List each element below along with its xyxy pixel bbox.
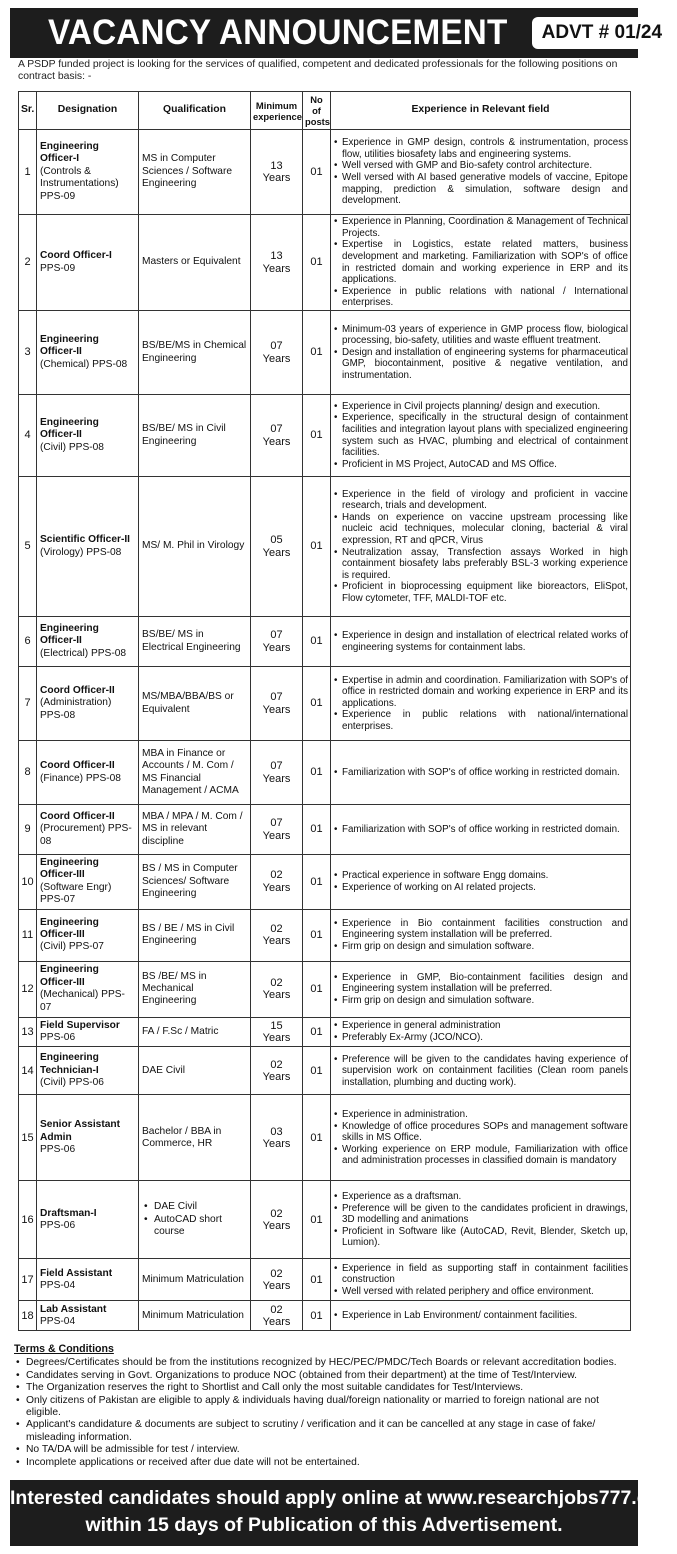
row-designation (37, 1017, 139, 1047)
experience-years-value: 02 (270, 976, 283, 989)
row-designation (37, 215, 139, 311)
experience-item: • Neutralization assay, Transfection assays Worked in high containment biosafety labs preferably BSL-3 working experience is required. (334, 547, 628, 582)
designation-scale: PPS-04 (40, 1279, 76, 1291)
experience-item: • Experience of working on AI related projects. (334, 882, 628, 894)
row-min-experience (251, 1017, 303, 1047)
designation-scale: (Chemical) PPS-08 (40, 358, 128, 370)
experience-item: • Preference will be given to the candidates proficient in drawings, 3D modelling and animations (334, 1203, 628, 1226)
experience-item: • Experience in Bio containment facilities construction and Engineering system installation will be preferred. (334, 918, 628, 941)
designation-scale: (Civil) PPS-07 (40, 941, 104, 953)
designation-scale: PPS-09 (40, 262, 76, 274)
table-row (19, 395, 631, 477)
experience-years-unit: Years (262, 935, 291, 948)
experience-years-unit: Years (262, 829, 291, 842)
terms-item: • Candidates serving in Govt. Organizations to produce NOC (obtained from their department) at the time of Test/Interview. (14, 1370, 634, 1382)
designation-title: Coord Officer-II (40, 760, 115, 772)
designation-title: Engineering Technician-I (40, 1052, 99, 1076)
designation-scale: PPS-06 (40, 1032, 76, 1044)
row-designation (37, 855, 139, 910)
table-row (19, 667, 631, 741)
experience-years-value: 07 (270, 691, 283, 704)
experience-years-unit: Years (262, 703, 291, 716)
terms-item: • Incomplete applications or received after due date will not be entertained. (14, 1457, 634, 1469)
row-experience-field (331, 961, 631, 1017)
row-designation (37, 1095, 139, 1181)
experience-years-unit: Years (262, 1032, 291, 1045)
experience-item: • Familiarization with SOP's of office working in restricted domain. (334, 824, 628, 836)
designation-title: Senior Assistant Admin (40, 1119, 121, 1143)
row-serial: 8 (19, 741, 37, 805)
row-experience-field (331, 1095, 631, 1181)
designation-title: Engineering Officer-I (40, 140, 99, 165)
row-serial: 16 (19, 1181, 37, 1259)
row-qualification (139, 1181, 251, 1259)
row-experience-field (331, 667, 631, 741)
row-posts: 01 (303, 215, 331, 311)
designation-scale: (Virology) PPS-08 (40, 546, 122, 558)
experience-years-value: 13 (270, 250, 283, 263)
row-designation (37, 805, 139, 855)
header-qualification: Qualification (139, 92, 251, 130)
row-posts: 01 (303, 667, 331, 741)
row-serial: 1 (19, 130, 37, 215)
designation-title: Engineering Officer-II (40, 416, 99, 441)
designation-scale: (Mechanical) PPS-07 (40, 989, 125, 1013)
row-experience-field (331, 477, 631, 617)
row-qualification: BS /BE/ MS in Mechanical Engineering (139, 961, 251, 1017)
experience-years-value: 13 (270, 159, 283, 172)
row-serial: 4 (19, 395, 37, 477)
row-serial: 15 (19, 1095, 37, 1181)
row-serial: 5 (19, 477, 37, 617)
header-banner (10, 8, 663, 58)
row-posts: 01 (303, 1017, 331, 1047)
designation-scale: (Controls & Instrumentations) PPS-09 (40, 165, 119, 202)
row-qualification: DAE Civil (139, 1047, 251, 1095)
footer-banner (10, 1480, 677, 1546)
row-experience-field (331, 855, 631, 910)
experience-years-value: 02 (270, 922, 283, 935)
experience-item: • Proficient in Software like (AutoCAD, Revit, Blender, Sketch up, Lumion). (334, 1226, 628, 1249)
experience-item: • Experience in Civil projects planning/ design and execution. (334, 401, 628, 413)
row-designation (37, 130, 139, 215)
row-posts: 01 (303, 311, 331, 395)
designation-scale: (Procurement) PPS-08 (40, 823, 132, 847)
terms-item: • No TA/DA will be admissible for test / interview. (14, 1444, 634, 1456)
experience-item: • Experience in design and installation of electrical related works of engineering systems for containment labs. (334, 630, 628, 653)
terms-item: • Only citizens of Pakistan are eligible to apply & individuals having dual/foreign nationality or married to foreign national are not eligible. (14, 1395, 634, 1420)
experience-item: • Firm grip on design and simulation software. (334, 995, 628, 1007)
row-experience-field (331, 805, 631, 855)
designation-title: Engineering Officer-III (40, 857, 99, 881)
row-qualification: Bachelor / BBA in Commerce, HR (139, 1095, 251, 1181)
vacancy-table (18, 91, 631, 1331)
table-header-row (19, 92, 631, 130)
row-designation (37, 311, 139, 395)
row-experience-field (331, 1181, 631, 1259)
experience-years-unit: Years (262, 1315, 291, 1328)
designation-scale: PPS-06 (40, 1144, 76, 1156)
table-row (19, 961, 631, 1017)
row-min-experience (251, 395, 303, 477)
designation-title: Coord Officer-I (40, 250, 112, 262)
intro-text: A PSDP funded project is looking for the services of qualified, competent and dedicated professionals for the following positions on contract basis: - (18, 59, 618, 82)
row-posts: 01 (303, 1095, 331, 1181)
experience-years-value: 02 (270, 1058, 283, 1071)
row-posts: 01 (303, 1047, 331, 1095)
designation-title: Coord Officer-II (40, 810, 115, 822)
designation-scale: PPS-06 (40, 1219, 76, 1231)
row-min-experience (251, 477, 303, 617)
experience-years-unit: Years (262, 1070, 291, 1083)
row-qualification: BS/BE/MS in Chemical Engineering (139, 311, 251, 395)
row-serial: 6 (19, 617, 37, 667)
designation-scale: (Civil) PPS-08 (40, 441, 104, 453)
table-row (19, 311, 631, 395)
row-experience-field (331, 909, 631, 961)
designation-title: Engineering Officer-III (40, 916, 99, 940)
row-min-experience (251, 1259, 303, 1301)
designation-title: Draftsman-I (40, 1207, 97, 1219)
row-min-experience (251, 961, 303, 1017)
experience-years-value: 07 (270, 629, 283, 642)
experience-years-value: 07 (270, 340, 283, 353)
row-qualification: MBA / MPA / M. Com / MS in relevant discipline (139, 805, 251, 855)
experience-years-value: 05 (270, 534, 283, 547)
experience-item: • Experience in GMP, Bio-containment facilities design and Engineering system installation will be preferred. (334, 972, 628, 995)
table-row (19, 741, 631, 805)
designation-scale: (Electrical) PPS-08 (40, 647, 127, 659)
experience-item: • Expertise in Logistics, estate related matters, business development and marketing. Familiarization with SOP's of office in restricted domain and working experience in ERP and its applications. (334, 239, 628, 285)
row-posts: 01 (303, 1259, 331, 1301)
table-row (19, 215, 631, 311)
row-designation (37, 617, 139, 667)
table-row (19, 805, 631, 855)
experience-item: • Experience in GMP design, controls & instrumentation, process flow, utilities biosafety labs and engineering systems. (334, 137, 628, 160)
experience-years-unit: Years (262, 1219, 291, 1232)
row-min-experience (251, 1181, 303, 1259)
row-qualification: FA / F.Sc / Matric (139, 1017, 251, 1047)
experience-item: • Well versed with related periphery and office environment. (334, 1286, 628, 1298)
row-min-experience (251, 805, 303, 855)
row-posts: 01 (303, 961, 331, 1017)
experience-item: • Experience, specifically in the structural design of containment facilities and integration layout plans with specialized engineering system such as HVAC, plumbing and electrical of containment facilities. (334, 412, 628, 458)
row-qualification: MS/ M. Phil in Virology (139, 477, 251, 617)
row-posts: 01 (303, 617, 331, 667)
row-designation (37, 961, 139, 1017)
experience-item: • Experience in Planning, Coordination & Management of Technical Projects. (334, 216, 628, 239)
row-experience-field (331, 395, 631, 477)
row-qualification: BS / BE / MS in Civil Engineering (139, 909, 251, 961)
experience-item: • Experience in field as supporting staff in containment facilities construction (334, 1263, 628, 1286)
row-designation (37, 667, 139, 741)
row-qualification: MS in Computer Sciences / Software Engineering (139, 130, 251, 215)
row-experience-field (331, 1301, 631, 1331)
row-experience-field (331, 1017, 631, 1047)
row-experience-field (331, 1047, 631, 1095)
row-qualification: Minimum Matriculation (139, 1301, 251, 1331)
row-min-experience (251, 130, 303, 215)
table-row (19, 1017, 631, 1047)
row-posts: 01 (303, 130, 331, 215)
experience-item: • Experience in Lab Environment/ containment facilities. (334, 1310, 628, 1322)
experience-item: • Minimum-03 years of experience in GMP process flow, biological processing, bio-safety, utilities and waste effluent treatment. (334, 324, 628, 347)
footer-line-apply: Interested candidates should apply online at www.researchjobs777.com (10, 1487, 677, 1509)
table-row (19, 1301, 631, 1331)
experience-years-value: 02 (270, 1267, 283, 1280)
header-posts: No of posts (303, 92, 331, 130)
table-row (19, 1047, 631, 1095)
experience-item: • Well versed with GMP and Bio-safety control architecture. (334, 160, 628, 172)
experience-item: • Familiarization with SOP's of office working in restricted domain. (334, 767, 628, 779)
experience-item: • Preferably Ex-Army (JCO/NCO). (334, 1032, 628, 1044)
advt-number-badge: ADVT # 01/24 (532, 17, 672, 49)
row-serial: 18 (19, 1301, 37, 1331)
designation-scale: PPS-04 (40, 1315, 76, 1327)
experience-years-unit: Years (262, 352, 291, 365)
experience-item: • Working experience on ERP module, Familiarization with office and administration processes in classified domain is mandatory (334, 1144, 628, 1167)
row-min-experience (251, 215, 303, 311)
row-designation (37, 1301, 139, 1331)
experience-item: • Knowledge of office procedures SOPs and management software skills in MS Office. (334, 1121, 628, 1144)
row-min-experience (251, 741, 303, 805)
row-serial: 2 (19, 215, 37, 311)
row-posts: 01 (303, 477, 331, 617)
row-min-experience (251, 1301, 303, 1331)
designation-scale: (Finance) PPS-08 (40, 772, 121, 784)
row-posts: 01 (303, 741, 331, 805)
experience-item: • Expertise in admin and coordination. Familiarization with SOP's of office in restricted domain and working experience in ERP and its applications. (334, 675, 628, 710)
terms-list (14, 1357, 634, 1469)
terms-item: • Applicant's candidature & documents are subject to scrutiny / verification and it can be cancelled at any stage in case of fake/ misleading information. (14, 1419, 634, 1444)
terms-item: • Degrees/Certificates should be from the institutions recognized by HEC/PEC/PMDC/Tech Boards or relevant accreditation bodies. (14, 1357, 634, 1369)
row-posts: 01 (303, 909, 331, 961)
row-posts: 01 (303, 805, 331, 855)
row-designation (37, 395, 139, 477)
experience-years-unit: Years (262, 262, 291, 275)
row-min-experience (251, 311, 303, 395)
experience-years-unit: Years (262, 435, 291, 448)
experience-years-value: 07 (270, 423, 283, 436)
qualification-item: • DAE Civil (142, 1201, 247, 1213)
row-qualification: MBA in Finance or Accounts / M. Com / MS Financial Management / ACMA (139, 741, 251, 805)
terms-heading: Terms & Conditions (14, 1343, 114, 1355)
row-posts: 01 (303, 1301, 331, 1331)
experience-item: • Firm grip on design and simulation software. (334, 941, 628, 953)
experience-item: • Proficient in MS Project, AutoCAD and MS Office. (334, 459, 628, 471)
header-designation: Designation (37, 92, 139, 130)
qualification-item: • AutoCAD short course (142, 1214, 247, 1239)
row-serial: 3 (19, 311, 37, 395)
experience-years-value: 07 (270, 760, 283, 773)
row-min-experience (251, 1047, 303, 1095)
row-serial: 13 (19, 1017, 37, 1047)
designation-title: Lab Assistant (40, 1303, 107, 1315)
row-designation (37, 909, 139, 961)
table-row (19, 477, 631, 617)
row-experience-field (331, 130, 631, 215)
experience-item: • Experience as a draftsman. (334, 1191, 628, 1203)
row-designation (37, 477, 139, 617)
header-sr: Sr. (19, 92, 37, 130)
table-row (19, 1095, 631, 1181)
designation-scale: (Civil) PPS-06 (40, 1077, 104, 1089)
experience-years-value: 02 (270, 1303, 283, 1316)
designation-title: Engineering Officer-II (40, 333, 99, 358)
experience-years-unit: Years (262, 172, 291, 184)
row-min-experience (251, 909, 303, 961)
experience-years-value: 02 (270, 1207, 283, 1220)
header-min-experience: Minimum experience (251, 92, 303, 130)
experience-years-unit: Years (262, 989, 291, 1002)
experience-item: • Experience in general administration (334, 1020, 628, 1032)
row-designation (37, 1047, 139, 1095)
designation-scale: (Administration) PPS-08 (40, 697, 112, 721)
row-qualification: MS/MBA/BBA/BS or Equivalent (139, 667, 251, 741)
designation-title: Engineering Officer-III (40, 964, 99, 988)
row-designation (37, 1259, 139, 1301)
row-min-experience (251, 667, 303, 741)
experience-years-unit: Years (262, 1279, 291, 1292)
page-title: VACANCY ANNOUNCEMENT (48, 13, 508, 52)
row-qualification: BS / MS in Computer Sciences/ Software Engineering (139, 855, 251, 910)
row-experience-field (331, 215, 631, 311)
experience-years-value: 03 (270, 1125, 283, 1138)
row-experience-field (331, 617, 631, 667)
experience-years-value: 07 (270, 817, 283, 830)
experience-item: • Experience in administration. (334, 1109, 628, 1121)
row-posts: 01 (303, 855, 331, 910)
experience-item: • Preference will be given to the candidates having experience of supervision work on containment facilities (Clean room panels installation, plumbing and ducting work). (334, 1054, 628, 1089)
row-posts: 01 (303, 395, 331, 477)
row-qualification: Minimum Matriculation (139, 1259, 251, 1301)
table-row (19, 617, 631, 667)
row-serial: 9 (19, 805, 37, 855)
row-serial: 11 (19, 909, 37, 961)
experience-years-unit: Years (262, 772, 291, 785)
footer-line-deadline: within 15 days of Publication of this Advertisement. (85, 1514, 563, 1536)
row-min-experience (251, 617, 303, 667)
table-row (19, 1181, 631, 1259)
experience-item: • Well versed with AI based generative models of vaccine, Epitope mapping, prediction & simulation, software design and development. (334, 172, 628, 207)
table-row (19, 855, 631, 910)
row-experience-field (331, 741, 631, 805)
experience-item: • Hands on experience on vaccine upstream processing like nucleic acid techniques, molecular cloning, bacterial & viral expression, RT and qPCR, Virus (334, 512, 628, 547)
experience-item: • Proficient in bioprocessing equipment like bioreactors, EliSpot, Flow cytometer, TFF, MALDI-TOF etc. (334, 581, 628, 604)
experience-years-unit: Years (262, 881, 291, 894)
row-posts: 01 (303, 1181, 331, 1259)
designation-title: Coord Officer-II (40, 684, 115, 696)
designation-title: Engineering Officer-II (40, 622, 99, 647)
header-experience: Experience in Relevant field (331, 92, 631, 130)
designation-title: Scientific Officer-II (40, 534, 131, 546)
row-min-experience (251, 1095, 303, 1181)
terms-item: • The Organization reserves the right to Shortlist and Call only the most suitable candidates for Test/Interviews. (14, 1382, 634, 1394)
row-qualification: BS/BE/ MS in Civil Engineering (139, 395, 251, 477)
row-qualification: BS/BE/ MS in Electrical Engineering (139, 617, 251, 667)
row-serial: 7 (19, 667, 37, 741)
row-serial: 10 (19, 855, 37, 910)
row-min-experience (251, 855, 303, 910)
experience-years-unit: Years (262, 546, 291, 559)
table-row (19, 909, 631, 961)
row-experience-field (331, 311, 631, 395)
row-serial: 14 (19, 1047, 37, 1095)
experience-item: • Experience in public relations with national/international enterprises. (334, 709, 628, 732)
experience-item: • Design and installation of engineering systems for pharmaceutical GMP, biocontainment, positive & negative ventilation, and instrumentation. (334, 347, 628, 382)
terms-section (14, 1343, 634, 1469)
row-serial: 17 (19, 1259, 37, 1301)
row-serial: 12 (19, 961, 37, 1017)
designation-title: Field Assistant (40, 1267, 113, 1279)
experience-item: • Experience in public relations with national / International enterprises. (334, 286, 628, 309)
row-designation (37, 741, 139, 805)
experience-item: • Experience in the field of virology and proficient in vaccine research, trials and development. (334, 489, 628, 512)
designation-scale: (Software Engr) PPS-07 (40, 881, 112, 906)
row-experience-field (331, 1259, 631, 1301)
row-designation (37, 1181, 139, 1259)
table-row (19, 130, 631, 215)
table-row (19, 1259, 631, 1301)
experience-years-unit: Years (262, 641, 291, 654)
experience-years-unit: Years (262, 1137, 291, 1150)
row-qualification: Masters or Equivalent (139, 215, 251, 311)
experience-item: • Practical experience in software Engg domains. (334, 870, 628, 882)
experience-years-value: 02 (270, 869, 283, 882)
experience-years-value: 15 (270, 1019, 283, 1032)
designation-title: Field Supervisor (40, 1019, 120, 1031)
